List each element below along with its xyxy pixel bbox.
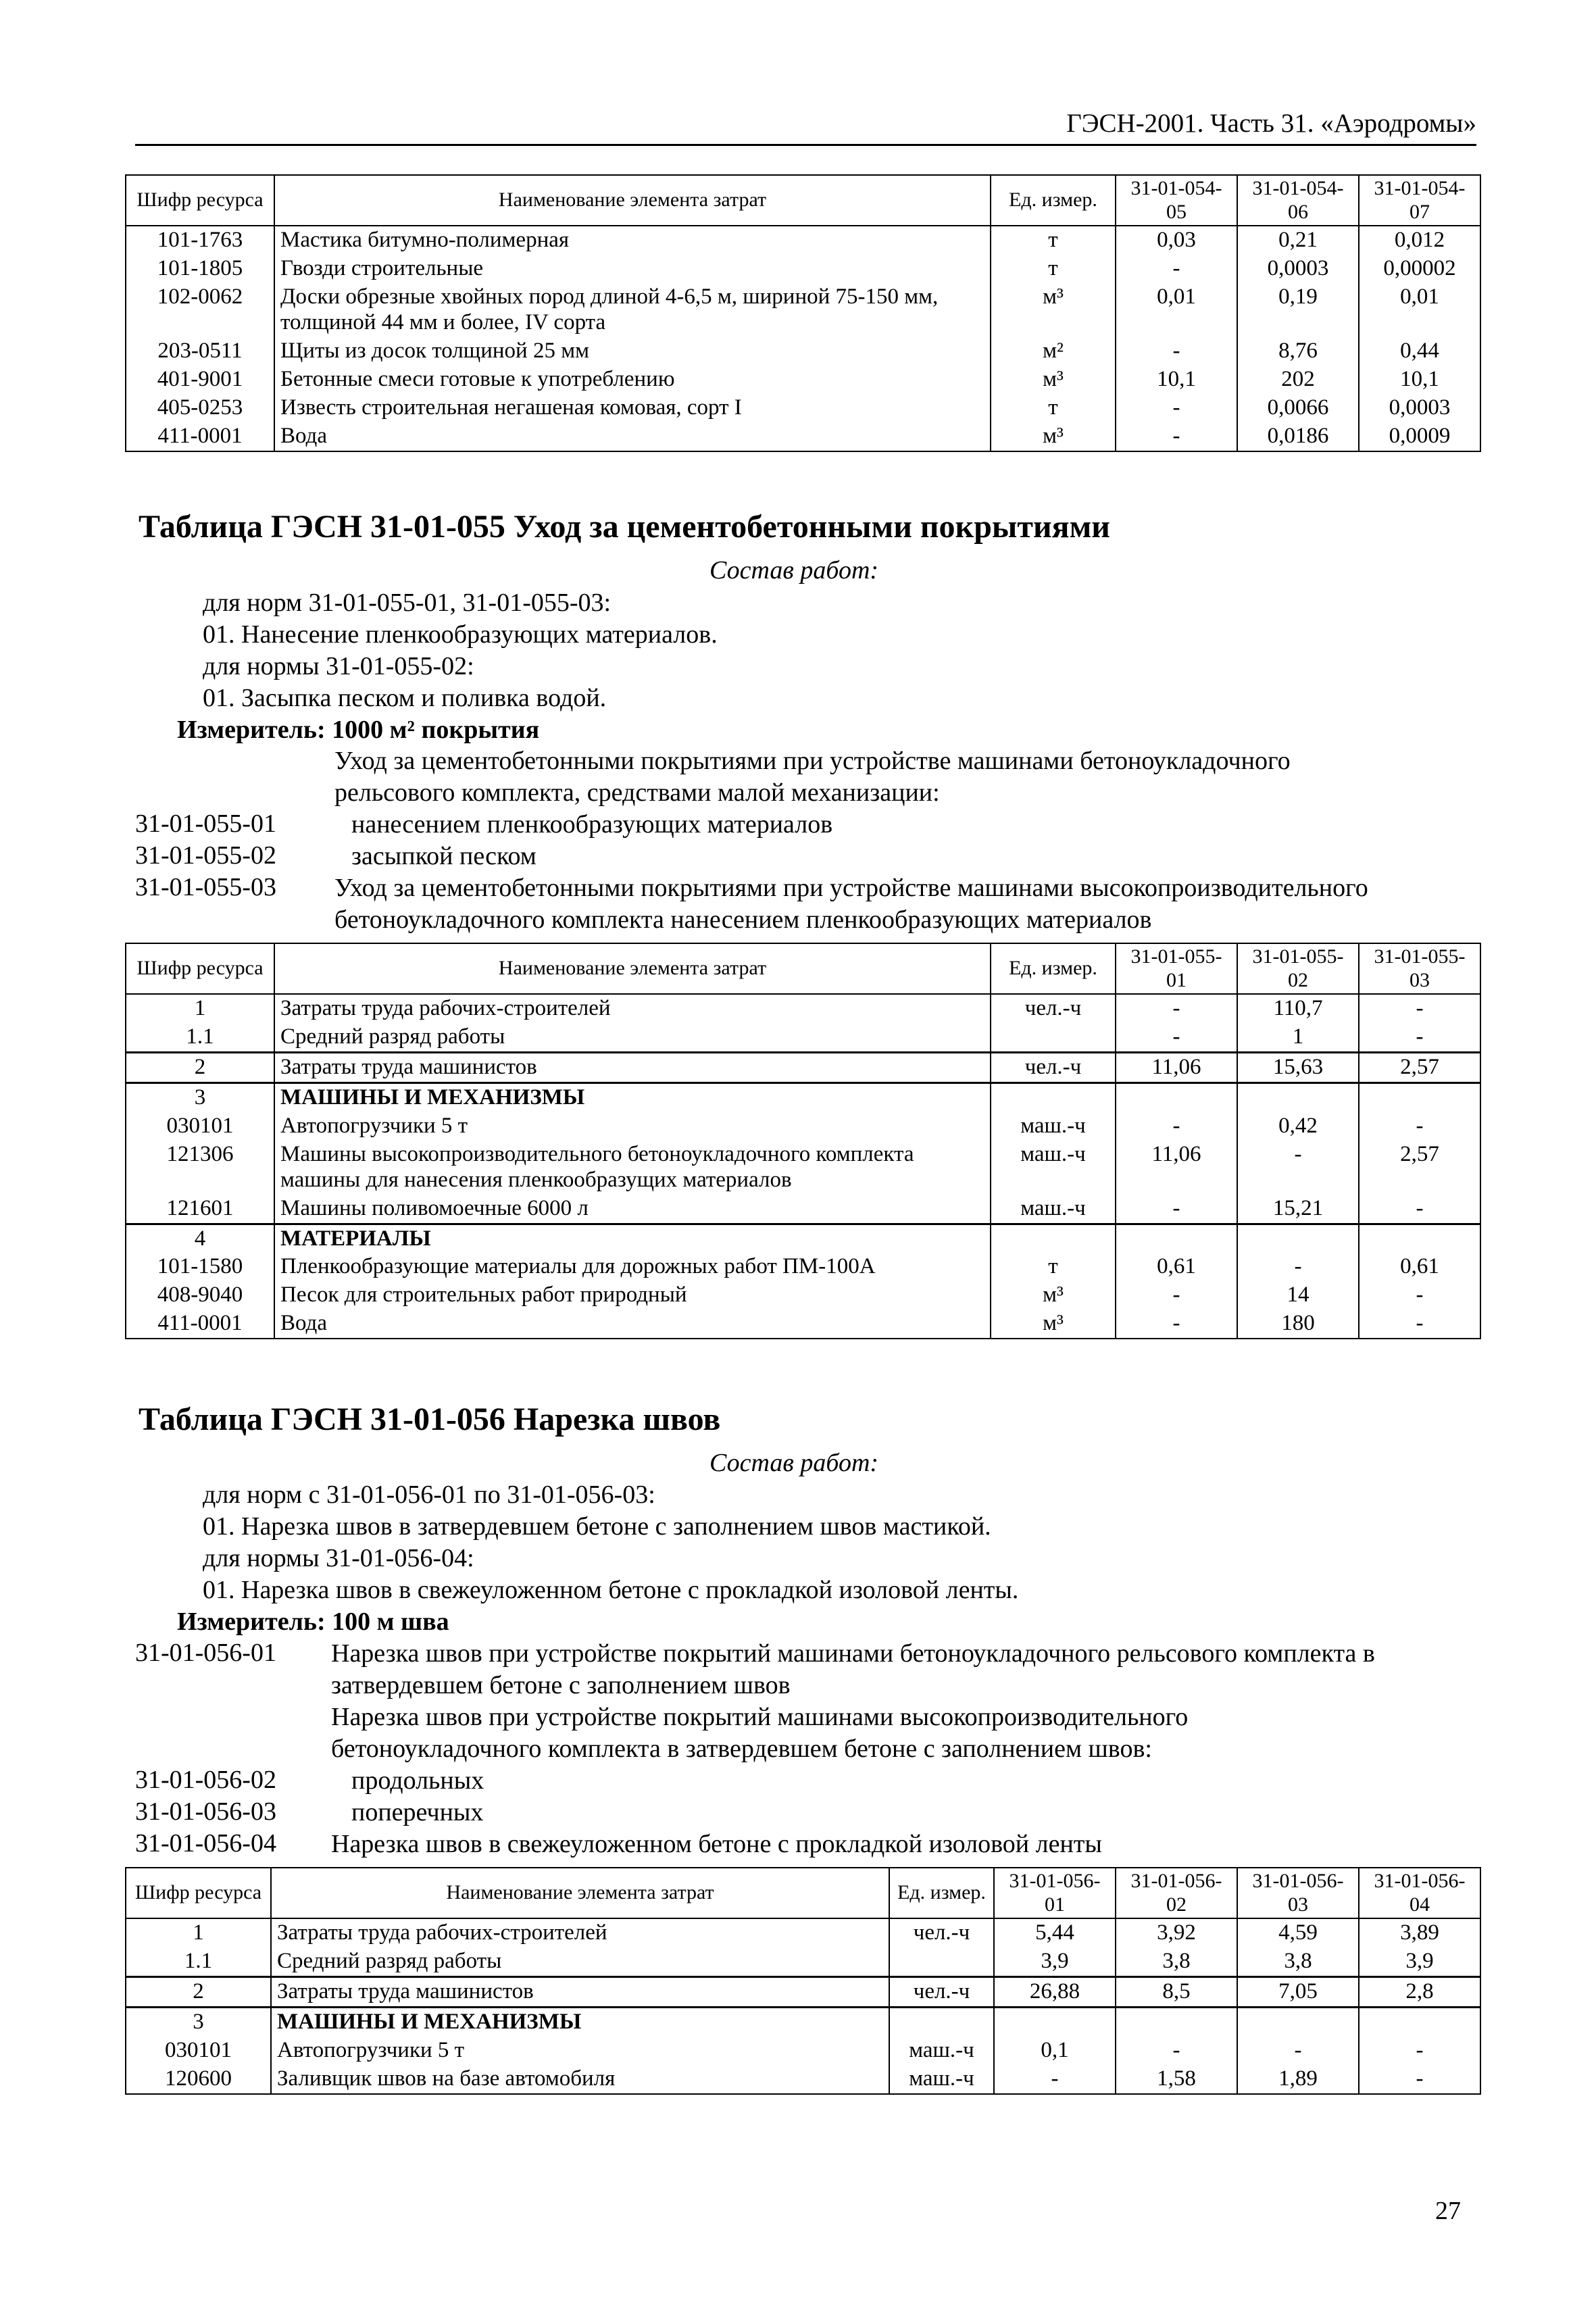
- cell-value: 3,89: [1359, 1918, 1480, 1947]
- cell-unit: маш.-ч: [889, 2065, 994, 2094]
- cell-value: 3,9: [1359, 1947, 1480, 1976]
- cell-value: -: [994, 2065, 1116, 2094]
- cell-value: 0,012: [1359, 226, 1480, 255]
- meter-line: Измеритель: 100 м шва: [177, 1608, 449, 1636]
- col-norm: 31-01-055-02: [1237, 943, 1359, 994]
- cell-value: -: [1116, 1195, 1237, 1224]
- cell-value: -: [1359, 1023, 1480, 1052]
- cell-value: 0,1: [994, 2037, 1116, 2065]
- cell-name: Мастика битумно-полимерная: [274, 226, 991, 255]
- norm-text: нанесением пленкообразующих материалов: [351, 810, 833, 839]
- cell-value: 2,57: [1359, 1052, 1480, 1082]
- cell-unit: маш.-ч: [991, 1195, 1116, 1224]
- table-row: [126, 1976, 1480, 2007]
- cell-name: Затраты труда рабочих-строителей: [271, 1918, 889, 1947]
- cell-code: 4: [126, 1224, 274, 1253]
- col-norm: 31-01-056-02: [1116, 1868, 1237, 1918]
- cell-value: -: [1359, 1281, 1480, 1310]
- cell-value: -: [1116, 2037, 1237, 2065]
- cell-value: 8,5: [1116, 1976, 1237, 2007]
- norm-intro: Уход за цементобетонными покрытиями при устройстве машинами бетоноукладочного рельсового комплекта, средствами малой механизации:: [334, 747, 1291, 807]
- cell-value: 0,42: [1237, 1112, 1359, 1141]
- norm-text: Нарезка швов при устройстве покрытий машинами бетоноукладочного рельсового комплекта в затвердевшем бетоне с заполнением швов: [331, 1639, 1375, 1699]
- cell-value: [1237, 1224, 1359, 1253]
- col-norm: 31-01-055-03: [1359, 943, 1480, 994]
- cell-value: -: [1359, 994, 1480, 1023]
- page-number: 27: [1435, 2197, 1461, 2225]
- cell-code: 408-9040: [126, 1281, 274, 1310]
- resource-table-055: [125, 943, 1481, 1339]
- table-row: [126, 2007, 1480, 2036]
- cell-value: -: [1116, 255, 1237, 283]
- table-row: [126, 422, 1480, 451]
- col-norm: 31-01-056-03: [1237, 1868, 1359, 1918]
- cell-value: [1359, 2007, 1480, 2036]
- cell-value: [1359, 1082, 1480, 1112]
- cell-unit: [991, 1082, 1116, 1112]
- table-row: [126, 1023, 1480, 1052]
- cell-value: 1,58: [1116, 2065, 1237, 2094]
- composition-line: для норм 31-01-055-01, 31-01-055-03:: [203, 589, 612, 617]
- col-norm: 31-01-054-07: [1359, 175, 1480, 226]
- composition-line: 01. Засыпка песком и поливка водой.: [203, 684, 607, 712]
- table-row: [126, 255, 1480, 283]
- cell-value: 0,00002: [1359, 255, 1480, 283]
- table-row: [126, 1195, 1480, 1224]
- cell-value: 110,7: [1237, 994, 1359, 1023]
- cell-value: -: [1116, 1112, 1237, 1141]
- cell-unit: м³: [991, 1281, 1116, 1310]
- cell-unit: м²: [991, 337, 1116, 366]
- table-row: [126, 226, 1480, 255]
- cell-unit: [991, 1224, 1116, 1253]
- section-title-056: Таблица ГЭСН 31-01-056 Нарезка швов: [139, 1401, 721, 1437]
- cell-value: 15,21: [1237, 1195, 1359, 1224]
- cell-value: 0,44: [1359, 337, 1480, 366]
- cell-value: [1359, 1224, 1480, 1253]
- cell-value: 0,19: [1237, 283, 1359, 337]
- norm-text: поперечных: [351, 1798, 484, 1826]
- cell-unit: чел.-ч: [889, 1976, 994, 2007]
- norm-text: засыпкой песком: [351, 842, 537, 870]
- cell-code: 411-0001: [126, 1310, 274, 1339]
- table-row: [126, 1310, 1480, 1339]
- cell-value: 10,1: [1116, 366, 1237, 394]
- cell-value: 0,0186: [1237, 422, 1359, 451]
- table-row: [126, 1253, 1480, 1281]
- cell-value: [1237, 2007, 1359, 2036]
- norm-code: 31-01-056-03: [135, 1797, 276, 1826]
- cell-unit: м³: [991, 366, 1116, 394]
- composition-line: 01. Нарезка швов в затвердевшем бетоне с заполнением швов мастикой.: [203, 1512, 991, 1541]
- cell-value: 3,8: [1237, 1947, 1359, 1976]
- cell-unit: м³: [991, 283, 1116, 337]
- cell-code: 030101: [126, 2037, 271, 2065]
- cell-code: 2: [126, 1052, 274, 1082]
- norm-text: продольных: [351, 1766, 484, 1795]
- norm-code: 31-01-056-01: [135, 1639, 276, 1667]
- cell-unit: [889, 2007, 994, 2036]
- table-row: [126, 283, 1480, 337]
- cell-code: 101-1805: [126, 255, 274, 283]
- cell-name: Вода: [274, 1310, 991, 1339]
- cell-code: 1: [126, 1918, 271, 1947]
- cell-value: -: [1359, 2037, 1480, 2065]
- cell-value: -: [1116, 1310, 1237, 1339]
- cell-value: 5,44: [994, 1918, 1116, 1947]
- cell-code: 121306: [126, 1141, 274, 1195]
- cell-value: -: [1116, 394, 1237, 422]
- norm-code: 31-01-056-02: [135, 1766, 276, 1794]
- cell-value: 0,21: [1237, 226, 1359, 255]
- cell-value: 7,05: [1237, 1976, 1359, 2007]
- composition-line: для нормы 31-01-056-04:: [203, 1544, 474, 1572]
- cell-name: Машины высокопроизводительного бетоноукладочного комплекта машины для нанесения пленкообразущих материалов: [274, 1141, 991, 1195]
- section-title-055: Таблица ГЭСН 31-01-055 Уход за цементобетонными покрытиями: [139, 509, 1110, 545]
- resource-table-056: [125, 1867, 1481, 2095]
- cell-code: 102-0062: [126, 283, 274, 337]
- col-unit: Ед. измер.: [991, 175, 1116, 226]
- norm-text: Уход за цементобетонными покрытиями при устройстве машинами высокопроизводительного бетоноукладочного комплекта нанесением пленкообразующих материалов: [334, 874, 1368, 934]
- cell-name: МАШИНЫ И МЕХАНИЗМЫ: [274, 1082, 991, 1112]
- cell-code: 3: [126, 2007, 271, 2036]
- cell-name: Автопогрузчики 5 т: [271, 2037, 889, 2065]
- cell-unit: т: [991, 255, 1116, 283]
- norm-code: 31-01-055-01: [135, 810, 276, 838]
- cell-value: 0,61: [1116, 1253, 1237, 1281]
- table-row: [126, 394, 1480, 422]
- cell-name: Затраты труда рабочих-строителей: [274, 994, 991, 1023]
- cell-value: -: [1116, 1023, 1237, 1052]
- cell-value: -: [1359, 2065, 1480, 2094]
- table-row: [126, 1112, 1480, 1141]
- cell-unit: м³: [991, 422, 1116, 451]
- cell-value: 0,01: [1116, 283, 1237, 337]
- cell-value: 0,0066: [1237, 394, 1359, 422]
- col-norm: 31-01-056-01: [994, 1868, 1116, 1918]
- cell-value: 3,9: [994, 1947, 1116, 1976]
- cell-value: 0,0009: [1359, 422, 1480, 451]
- table-row: [126, 1052, 1480, 1082]
- cell-value: -: [1359, 1310, 1480, 1339]
- col-norm: 31-01-054-06: [1237, 175, 1359, 226]
- cell-value: 11,06: [1116, 1052, 1237, 1082]
- cell-unit: чел.-ч: [991, 994, 1116, 1023]
- cell-value: 0,0003: [1237, 255, 1359, 283]
- table-row: [126, 1082, 1480, 1112]
- col-code: Шифр ресурса: [126, 175, 274, 226]
- table-row: [126, 366, 1480, 394]
- table-row: [126, 1947, 1480, 1976]
- cell-unit: чел.-ч: [991, 1052, 1116, 1082]
- cell-value: 1,89: [1237, 2065, 1359, 2094]
- cell-value: -: [1359, 1195, 1480, 1224]
- cell-value: 15,63: [1237, 1052, 1359, 1082]
- cell-unit: маш.-ч: [991, 1141, 1116, 1195]
- cell-code: 121601: [126, 1195, 274, 1224]
- cell-value: [1116, 2007, 1237, 2036]
- cell-name: Вода: [274, 422, 991, 451]
- cell-code: 101-1580: [126, 1253, 274, 1281]
- cell-value: -: [1237, 2037, 1359, 2065]
- cell-name: Затраты труда машинистов: [274, 1052, 991, 1082]
- cell-name: Машины поливомоечные 6000 л: [274, 1195, 991, 1224]
- cell-unit: маш.-ч: [889, 2037, 994, 2065]
- cell-unit: чел.-ч: [889, 1918, 994, 1947]
- composition-line: 01. Нанесение пленкообразующих материалов.: [203, 620, 718, 649]
- cell-name: Автопогрузчики 5 т: [274, 1112, 991, 1141]
- norm-code: 31-01-056-04: [135, 1829, 276, 1858]
- cell-value: 2,8: [1359, 1976, 1480, 2007]
- cell-value: -: [1237, 1253, 1359, 1281]
- cell-value: 0,01: [1359, 283, 1480, 337]
- cell-code: 203-0511: [126, 337, 274, 366]
- cell-unit: [991, 1023, 1116, 1052]
- table-row: [126, 1224, 1480, 1253]
- cell-code: 1.1: [126, 1947, 271, 1976]
- cell-unit: т: [991, 226, 1116, 255]
- cell-value: -: [1116, 994, 1237, 1023]
- cell-code: 3: [126, 1082, 274, 1112]
- cell-value: -: [1237, 1141, 1359, 1195]
- cell-value: [994, 2007, 1116, 2036]
- cell-value: 0,0003: [1359, 394, 1480, 422]
- cell-value: 4,59: [1237, 1918, 1359, 1947]
- norm-code: 31-01-055-03: [135, 873, 276, 901]
- table-row: [126, 994, 1480, 1023]
- cell-value: 11,06: [1116, 1141, 1237, 1195]
- cell-value: 26,88: [994, 1976, 1116, 2007]
- norm-text: Нарезка швов в свежеуложенном бетоне с прокладкой изоловой ленты: [331, 1830, 1102, 1858]
- running-header: ГЭСН-2001. Часть 31. «Аэродромы»: [135, 108, 1476, 146]
- cell-value: 180: [1237, 1310, 1359, 1339]
- cell-value: -: [1359, 1112, 1480, 1141]
- table-row: [126, 2037, 1480, 2065]
- composition-line: для норм с 31-01-056-01 по 31-01-056-03:: [203, 1480, 655, 1509]
- cell-code: 1: [126, 994, 274, 1023]
- cell-code: 030101: [126, 1112, 274, 1141]
- cell-value: 3,92: [1116, 1918, 1237, 1947]
- cell-value: 0,61: [1359, 1253, 1480, 1281]
- cell-unit: т: [991, 394, 1116, 422]
- cell-value: 202: [1237, 366, 1359, 394]
- cell-value: 1: [1237, 1023, 1359, 1052]
- col-code: Шифр ресурса: [126, 943, 274, 994]
- cell-value: [1237, 1082, 1359, 1112]
- cell-name: МАШИНЫ И МЕХАНИЗМЫ: [271, 2007, 889, 2036]
- cell-name: Затраты труда машинистов: [271, 1976, 889, 2007]
- meter-line: Измеритель: 1000 м² покрытия: [177, 716, 540, 744]
- cell-code: 120600: [126, 2065, 271, 2094]
- norm-intro: Нарезка швов при устройстве покрытий машинами высокопроизводительного бетоноукладочного комплекта в затвердевшем бетоне с заполнением швов:: [331, 1703, 1189, 1763]
- cell-name: Щиты из досок толщиной 25 мм: [274, 337, 991, 366]
- col-unit: Ед. измер.: [991, 943, 1116, 994]
- col-unit: Ед. измер.: [889, 1868, 994, 1918]
- cell-value: 10,1: [1359, 366, 1480, 394]
- col-norm: 31-01-055-01: [1116, 943, 1237, 994]
- composition-label: Состав работ:: [709, 1449, 879, 1477]
- col-code: Шифр ресурса: [126, 1868, 271, 1918]
- cell-code: 401-9001: [126, 366, 274, 394]
- col-name: Наименование элемента затрат: [274, 175, 991, 226]
- col-name: Наименование элемента затрат: [271, 1868, 889, 1918]
- composition-line: для нормы 31-01-055-02:: [203, 652, 474, 680]
- table-row: [126, 2065, 1480, 2094]
- cell-value: -: [1116, 1281, 1237, 1310]
- cell-value: 8,76: [1237, 337, 1359, 366]
- col-name: Наименование элемента затрат: [274, 943, 991, 994]
- table-row: [126, 1141, 1480, 1195]
- cell-value: -: [1116, 337, 1237, 366]
- cell-name: Бетонные смеси готовые к употреблению: [274, 366, 991, 394]
- cell-value: [1116, 1224, 1237, 1253]
- composition-line: 01. Нарезка швов в свежеуложенном бетоне с прокладкой изоловой ленты.: [203, 1576, 1019, 1604]
- composition-label: Состав работ:: [709, 556, 879, 584]
- cell-name: Известь строительная негашеная комовая, сорт I: [274, 394, 991, 422]
- cell-code: 411-0001: [126, 422, 274, 451]
- cell-code: 405-0253: [126, 394, 274, 422]
- cell-code: 101-1763: [126, 226, 274, 255]
- cell-name: Доски обрезные хвойных пород длиной 4-6,5 м, шириной 75-150 мм, толщиной 44 мм и более, IV сорта: [274, 283, 991, 337]
- norm-code: 31-01-055-02: [135, 841, 276, 870]
- table-row: [126, 1918, 1480, 1947]
- cell-unit: т: [991, 1253, 1116, 1281]
- cell-name: МАТЕРИАЛЫ: [274, 1224, 991, 1253]
- col-norm: 31-01-056-04: [1359, 1868, 1480, 1918]
- cell-code: 2: [126, 1976, 271, 2007]
- cell-name: Средний разряд работы: [274, 1023, 991, 1052]
- col-norm: 31-01-054-05: [1116, 175, 1237, 226]
- cell-unit: [889, 1947, 994, 1976]
- cell-unit: м³: [991, 1310, 1116, 1339]
- table-row: [126, 337, 1480, 366]
- cell-name: Гвозди строительные: [274, 255, 991, 283]
- cell-value: 2,57: [1359, 1141, 1480, 1195]
- cell-name: Заливщик швов на базе автомобиля: [271, 2065, 889, 2094]
- cell-value: [1116, 1082, 1237, 1112]
- cell-value: 14: [1237, 1281, 1359, 1310]
- cell-name: Песок для строительных работ природный: [274, 1281, 991, 1310]
- cell-unit: маш.-ч: [991, 1112, 1116, 1141]
- table-row: [126, 1281, 1480, 1310]
- cell-name: Пленкообразующие материалы для дорожных работ ПМ-100А: [274, 1253, 991, 1281]
- cell-value: -: [1116, 422, 1237, 451]
- resource-table-054: [125, 174, 1481, 452]
- cell-value: 0,03: [1116, 226, 1237, 255]
- cell-name: Средний разряд работы: [271, 1947, 889, 1976]
- cell-value: 3,8: [1116, 1947, 1237, 1976]
- cell-code: 1.1: [126, 1023, 274, 1052]
